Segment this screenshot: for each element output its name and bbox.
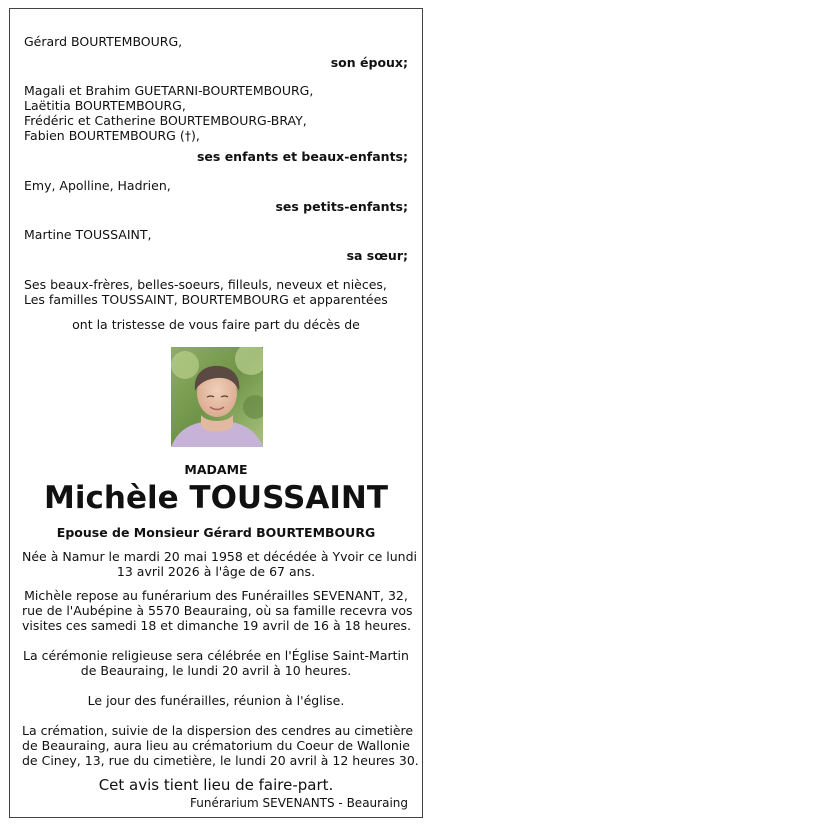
cremation-paragraph	[22, 723, 419, 768]
grandchildren-names: Emy, Apolline, Hadrien,	[24, 178, 171, 193]
meeting-paragraph	[22, 693, 410, 708]
child-line: Magali et Brahim GUETARNI-BOURTEMBOURG,	[24, 83, 314, 98]
children-role: ses enfants et beaux-enfants;	[196, 149, 408, 164]
funeral-home-signature: Funérarium SEVENANTS - Beauraing	[190, 796, 408, 810]
spouse-line: Epouse de Monsieur Gérard BOURTEMBOURG	[56, 525, 376, 540]
obituary-card	[9, 8, 423, 818]
spouse-role: son époux;	[330, 55, 408, 70]
paragraph-line: de Beauraing, le lundi 20 avril à 10 heures.	[80, 663, 352, 678]
ceremony-paragraph	[22, 648, 410, 678]
birth-death-paragraph	[22, 549, 417, 579]
paragraph-line: de Beauraing, aura lieu au crématorium du Coeur de Wallonie	[22, 738, 410, 753]
child-line: Frédéric et Catherine BOURTEMBOURG-BRAY,	[24, 113, 307, 128]
other-family-line: Ses beaux-frères, belles-soeurs, filleuls, neveux et nièces,	[24, 277, 387, 292]
deceased-name: Michèle TOUSSAINT	[44, 480, 388, 516]
funeral-home-paragraph	[22, 588, 413, 633]
paragraph-line: Michèle repose au funérarium des Funérailles SEVENANT, 32,	[24, 588, 408, 603]
sister-role: sa sœur;	[346, 248, 408, 263]
announcement-text: ont la tristesse de vous faire part du décès de	[72, 317, 360, 332]
honorific: MADAME	[184, 462, 248, 477]
paragraph-line: de Ciney, 13, rue du cimetière, le lundi 20 avril à 12 heures 30.	[22, 753, 419, 768]
paragraph-line: 13 avril 2026 à l'âge de 67 ans.	[116, 564, 316, 579]
paragraph-line: visites ces samedi 18 et dimanche 19 avril de 16 à 18 heures.	[22, 618, 412, 633]
spouse-name: Gérard BOURTEMBOURG,	[24, 34, 183, 49]
paragraph-line: La crémation, suivie de la dispersion des cendres au cimetière	[22, 723, 414, 738]
paragraph-line: La cérémonie religieuse sera célébrée en l'Église Saint-Martin	[23, 648, 409, 663]
child-line: Laëtitia BOURTEMBOURG,	[24, 98, 186, 113]
other-family-line: Les familles TOUSSAINT, BOURTEMBOURG et apparentées	[24, 292, 388, 307]
sister-name: Martine TOUSSAINT,	[24, 227, 152, 242]
closing-text: Cet avis tient lieu de faire-part.	[98, 776, 334, 794]
paragraph-line: Le jour des funérailles, réunion à l'église.	[87, 693, 345, 708]
child-line: Fabien BOURTEMBOURG (†),	[24, 128, 200, 143]
portrait-photo	[171, 347, 263, 447]
grandchildren-role: ses petits-enfants;	[275, 199, 408, 214]
paragraph-line: Née à Namur le mardi 20 mai 1958 et décédée à Yvoir ce lundi	[22, 549, 417, 564]
paragraph-line: rue de l'Aubépine à 5570 Beauraing, où sa famille recevra vos	[22, 603, 413, 618]
